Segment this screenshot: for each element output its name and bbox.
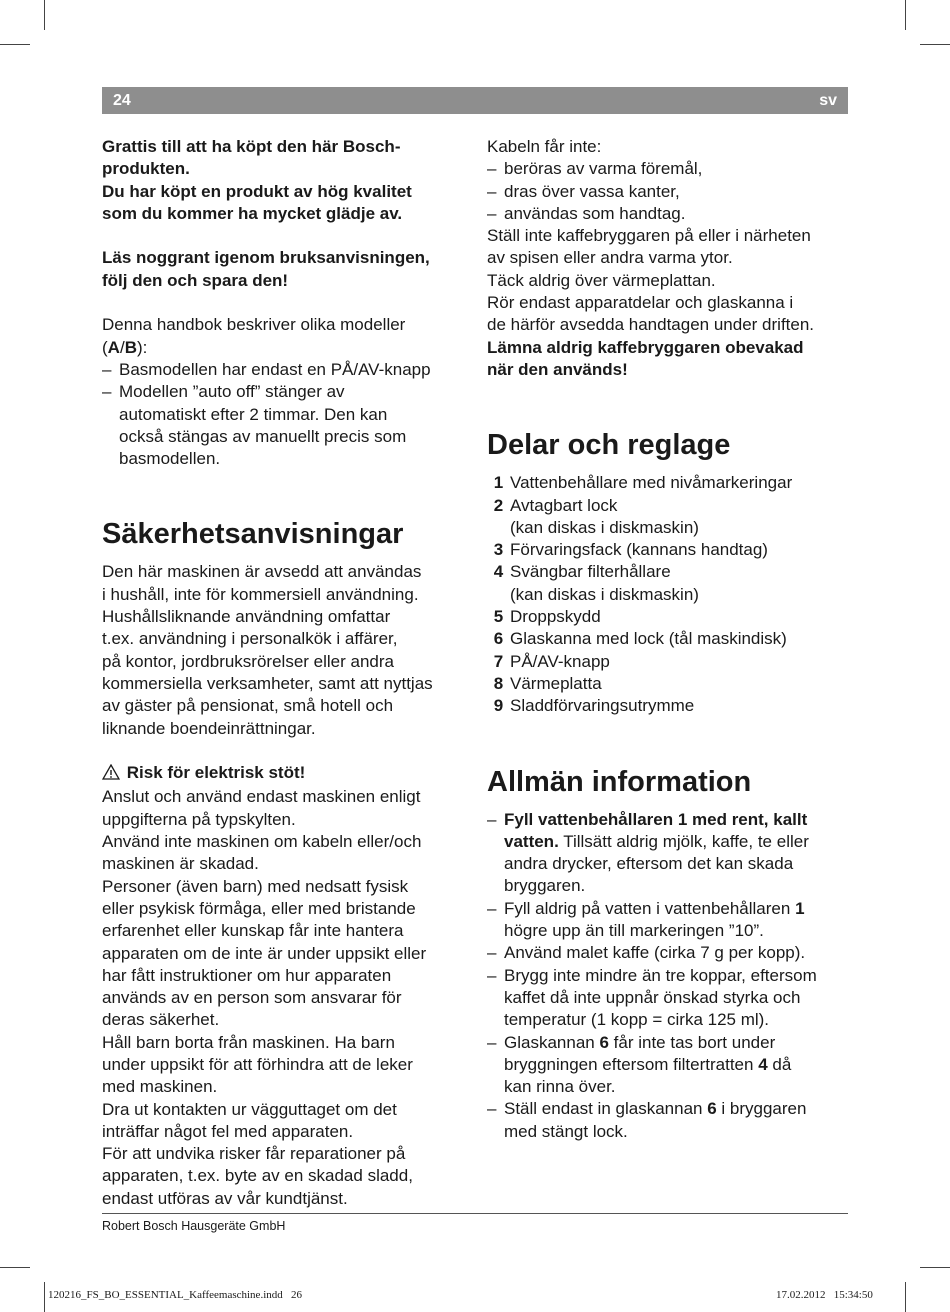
parts-list-item: 9 Sladdförvaringsutrymme: [493, 696, 695, 716]
cable-warning: när den används!: [487, 359, 628, 379]
general-list-item: – Använd malet kaffe (cirka 7 g per kopp).: [487, 943, 806, 963]
warning-text: erfarenhet eller kunskap får inte hantera: [102, 921, 404, 941]
crop-mark: [44, 0, 45, 30]
cable-text: Ställ inte kaffebryggaren på eller i närheten: [487, 226, 811, 246]
warning-text: Personer (även barn) med nedsatt fysisk: [102, 876, 409, 896]
crop-mark: [905, 0, 906, 30]
model-a-label: A: [107, 337, 120, 357]
warning-text: apparaten om de inte är under uppsikt eller: [102, 943, 427, 963]
warning-text: används av en person som ansvarar för: [102, 988, 402, 1008]
warning-text: apparaten, t.ex. byte av en skadad sladd,: [102, 1166, 413, 1186]
print-slug-date: 17.02.2012 15:34:50: [776, 1289, 873, 1301]
cable-list-item: – beröras av varma föremål,: [487, 159, 703, 179]
cable-text: Täck aldrig över värmeplattan.: [487, 270, 716, 290]
congrats-line: Du har köpt en produkt av hög kvalitet: [102, 181, 412, 201]
warning-text: För att undvika risker får reparationer på: [102, 1144, 406, 1164]
crop-mark: [44, 1282, 45, 1312]
parts-list-item: 6 Glaskanna med lock (tål maskindisk): [493, 629, 787, 649]
cable-text: Rör endast apparatdelar och glaskanna i: [487, 293, 794, 313]
general-heading: Allmän information: [487, 765, 752, 798]
crop-mark: [920, 1267, 950, 1268]
warning-text: inträffar något fel med apparaten.: [102, 1121, 354, 1141]
right-column: [487, 136, 852, 1143]
safety-text: av gäster på pensionat, små hotell och: [102, 696, 394, 716]
warning-text: Använd inte maskinen om kabeln eller/och: [102, 832, 422, 852]
general-list-item: – Fyll aldrig på vatten i vattenbehållaren 1 högre upp än till markeringen ”10”.: [487, 898, 805, 941]
warning-text: uppgifterna på typskylten.: [102, 809, 296, 829]
footer-company: Robert Bosch Hausgeräte GmbH: [102, 1219, 286, 1233]
print-slug-file: 120216_FS_BO_ESSENTIAL_Kaffeemaschine.indd 26: [48, 1289, 302, 1301]
parts-list-item: 7 PÅ/AV-knapp: [493, 651, 610, 671]
warning-text: maskinen är skadad.: [102, 854, 259, 874]
general-list-item: – Glaskannan 6 får inte tas bort under bryggningen eftersom filtertratten 4 då kan rinna över.: [487, 1032, 792, 1097]
model-list-item: – Modellen ”auto off” stänger av automatiskt efter 2 timmar. Den kan också stängas av manuellt precis som basmodellen.: [102, 382, 407, 469]
page-number: 24: [113, 92, 131, 109]
safety-text: Den här maskinen är avsedd att användas: [102, 562, 422, 582]
crop-mark: [920, 44, 950, 45]
general-list-item: – Fyll vattenbehållaren 1 med rent, kallt vatten. Tillsätt aldrig mjölk, kaffe, te eller andra drycker, eftersom det kan skada bryggaren.: [487, 809, 809, 896]
cable-list-item: – dras över vassa kanter,: [487, 181, 680, 201]
safety-heading: Säkerhetsanvisningar: [102, 518, 404, 551]
general-list-item: – Brygg inte mindre än tre koppar, eftersom kaffet då inte uppnår önskad styrka och temperatur (1 kopp = cirka 125 ml).: [487, 965, 817, 1030]
parts-list-item: 5 Droppskydd: [493, 607, 601, 627]
page-header-bar: [102, 87, 848, 114]
language-code: sv: [819, 92, 837, 109]
model-list-item: – Basmodellen har endast en PÅ/AV-knapp: [102, 359, 431, 379]
warning-text: har fått instruktioner om hur apparaten: [102, 965, 392, 985]
cable-list-item: – användas som handtag.: [487, 203, 686, 223]
warning-title: Risk för elektrisk stöt!: [102, 762, 467, 786]
read-instructions-line: följ den och spara den!: [102, 270, 289, 290]
left-column: [102, 136, 467, 1210]
cable-text: de härför avsedda handtagen under driften.: [487, 315, 815, 335]
models-intro-cont: (A/B):: [102, 337, 148, 357]
model-b-label: B: [124, 337, 137, 357]
read-instructions-line: Läs noggrant igenom bruksanvisningen,: [102, 248, 430, 268]
warning-text: endast utföras av vår kundtjänst.: [102, 1188, 348, 1208]
safety-text: Hushållsliknande användning omfattar: [102, 607, 391, 627]
warning-text: under uppsikt för att förhindra att de leker: [102, 1054, 413, 1074]
general-list-item: – Ställ endast in glaskannan 6 i bryggaren med stängt lock.: [487, 1099, 807, 1141]
parts-list-item: 8 Värmeplatta: [493, 673, 602, 693]
crop-mark: [0, 44, 30, 45]
warning-text: eller psykisk förmåga, eller med bristande: [102, 898, 416, 918]
cable-warning: Lämna aldrig kaffebryggaren obevakad: [487, 337, 804, 357]
warning-text: Håll barn borta från maskinen. Ha barn: [102, 1032, 395, 1052]
warning-triangle-icon: [102, 764, 122, 786]
crop-mark: [905, 1282, 906, 1312]
warning-text: med maskinen.: [102, 1077, 218, 1097]
cable-text: av spisen eller andra varma ytor.: [487, 248, 733, 268]
parts-list-item: 3 Förvaringsfack (kannans handtag): [493, 540, 768, 560]
cable-intro: Kabeln får inte:: [487, 137, 602, 156]
safety-text: kommersiella verksamheter, samt att nyttjas: [102, 673, 433, 693]
parts-list-item: 4 Svängbar filterhållare (kan diskas i diskmaskin): [493, 562, 699, 604]
safety-text: på kontor, jordbruksrörelser eller andra: [102, 651, 394, 671]
parts-list-item: 1 Vattenbehållare med nivåmarkeringar: [493, 473, 793, 493]
warning-text: Dra ut kontakten ur vägguttaget om det: [102, 1099, 397, 1119]
models-intro: Denna handbok beskriver olika modeller: [102, 315, 406, 335]
parts-heading: Delar och reglage: [487, 429, 731, 462]
warning-text: Anslut och använd endast maskinen enligt: [102, 787, 421, 807]
warning-text: deras säkerhet.: [102, 1010, 220, 1030]
congrats-line: produkten.: [102, 159, 190, 179]
parts-list-item: 2 Avtagbart lock (kan diskas i diskmaskin): [493, 495, 699, 537]
safety-text: i hushåll, inte för kommersiell användning.: [102, 584, 419, 604]
congrats-line: Grattis till att ha köpt den här Bosch-: [102, 137, 401, 156]
crop-mark: [0, 1267, 30, 1268]
safety-text: t.ex. användning i personalkök i affärer,: [102, 629, 398, 649]
congrats-line: som du kommer ha mycket glädje av.: [102, 203, 403, 223]
footer-divider: [102, 1213, 848, 1214]
safety-text: liknande boendeinrättningar.: [102, 718, 316, 738]
